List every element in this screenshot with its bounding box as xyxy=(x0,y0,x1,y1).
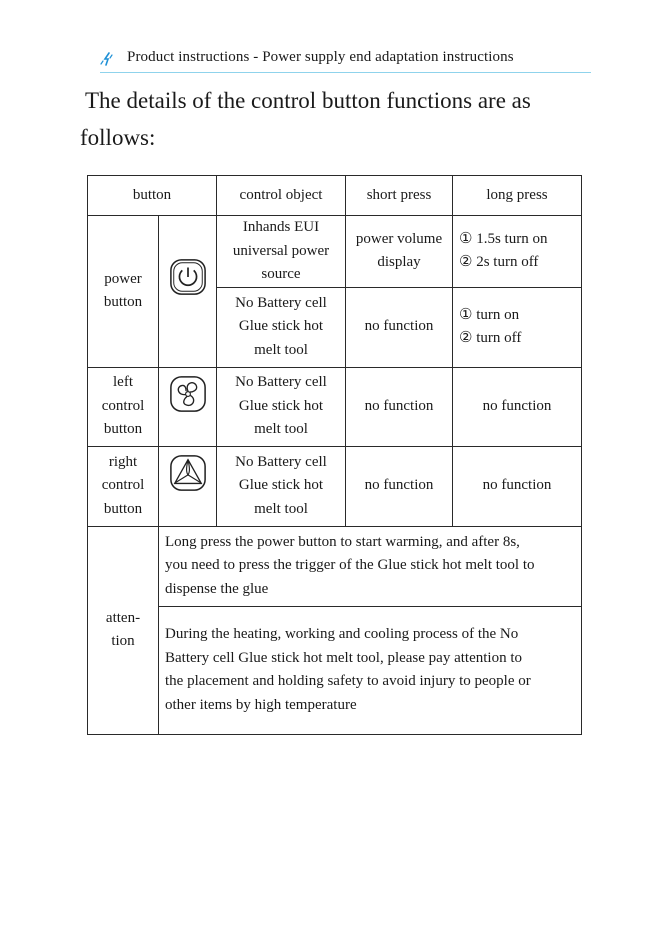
control-button-table xyxy=(87,175,582,735)
right-button-label: right control button xyxy=(88,446,159,526)
fan-icon xyxy=(169,375,207,413)
power-icon xyxy=(169,258,207,296)
power-row2-long: ① turn on ② turn off xyxy=(453,287,582,367)
right-icon-cell xyxy=(159,446,217,526)
attention-label: atten- tion xyxy=(88,526,159,734)
table-row xyxy=(88,367,582,446)
power-row1-long: ① 1.5s turn on ② 2s turn off xyxy=(453,216,582,288)
left-button-label: left control button xyxy=(88,367,159,446)
right-short: no function xyxy=(346,446,453,526)
left-icon-cell xyxy=(159,367,217,446)
attention-note-2: During the heating, working and cooling process of the No Battery cell Glue stick hot melt tool, please pay attention to the placement and holding safety to avoid injury to people or other items by high temperature xyxy=(159,606,582,734)
right-object: No Battery cell Glue stick hot melt tool xyxy=(217,446,346,526)
table-row xyxy=(88,526,582,606)
table-header-row xyxy=(88,176,582,216)
page-header xyxy=(100,48,591,73)
heading-line-2: follows: xyxy=(80,125,156,150)
section-heading xyxy=(80,82,600,156)
header-long-press: long press xyxy=(453,176,582,216)
header-control-object: control object xyxy=(217,176,346,216)
right-long: no function xyxy=(453,446,582,526)
heading-line-1: The details of the control button functions are as xyxy=(85,88,531,113)
header-short-press: short press xyxy=(346,176,453,216)
table-row xyxy=(88,216,582,288)
attention-note-1: Long press the power button to start warming, and after 8s, you need to press the trigger of the Glue stick hot melt tool to dispense the glue xyxy=(159,526,582,606)
power-row1-short: power volume display xyxy=(346,216,453,288)
lightning-logo-icon xyxy=(100,52,116,66)
triangle-icon xyxy=(169,454,207,492)
table-row xyxy=(88,606,582,734)
header-button: button xyxy=(88,176,217,216)
power-button-label: power button xyxy=(88,216,159,368)
power-row2-object: No Battery cell Glue stick hot melt tool xyxy=(217,287,346,367)
left-short: no function xyxy=(346,367,453,446)
power-row1-object: Inhands EUI universal power source xyxy=(217,216,346,288)
left-object: No Battery cell Glue stick hot melt tool xyxy=(217,367,346,446)
header-title: Product instructions - Power supply end adaptation instructions xyxy=(127,49,514,65)
table-row xyxy=(88,446,582,526)
left-long: no function xyxy=(453,367,582,446)
power-icon-cell xyxy=(159,216,217,368)
power-row2-short: no function xyxy=(346,287,453,367)
